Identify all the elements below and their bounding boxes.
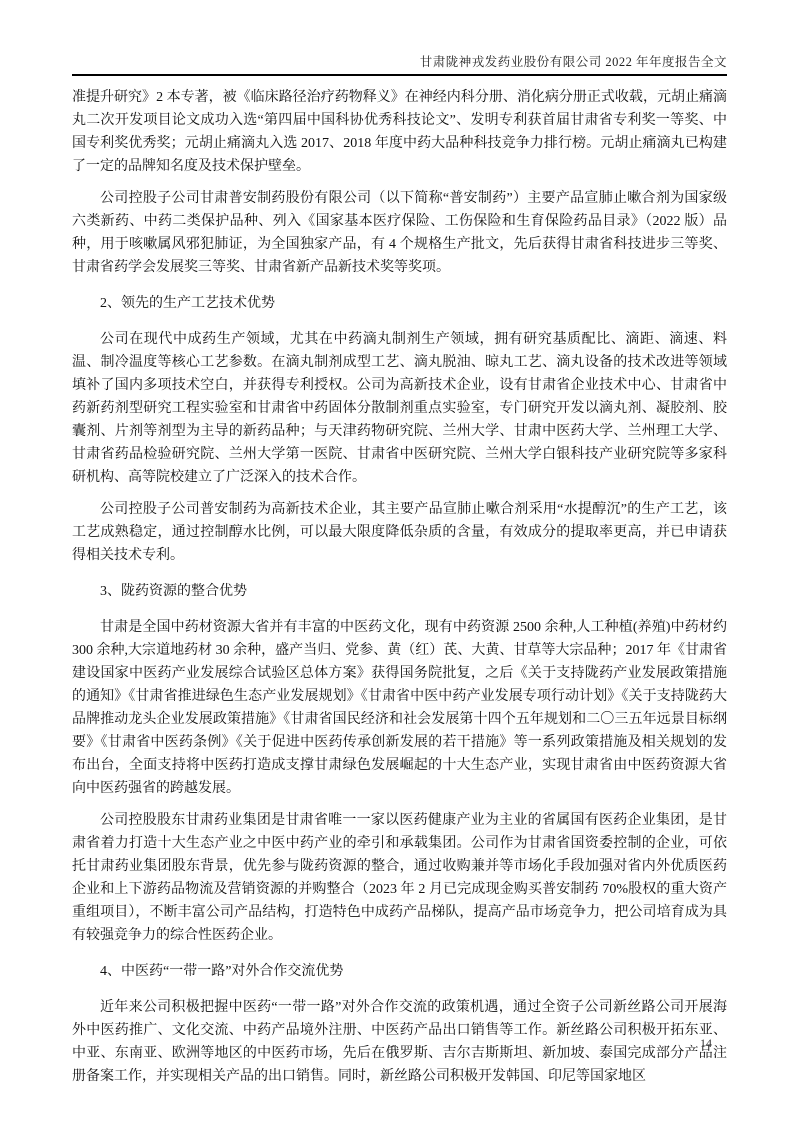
- paragraph-new-silk-road-overseas: 近年来公司积极把握中医药“一带一路”对外合作交流的政策机遇，通过全资子公司新丝路公司开展海外中医药推广、文化交流、中药产品境外注册、中医药产品出口销售等工作。新丝路公司积极开拓东亚、中亚、东南亚、欧洲等地区的中医药市场，先后在俄罗斯、吉尔吉斯斯坦、新加坡、泰国完成部分产品注册备案工作，并实现相关产品的出口销售。同时，新丝路公司积极开发韩国、印尼等国家地区: [72, 1000, 727, 1084]
- section-heading-production-tech-advantage: 2、领先的生产工艺技术优势: [100, 296, 275, 311]
- paragraph-gansu-tcm-resources-policies: 甘肃是全国中药材资源大省并有丰富的中医药文化，现有中药资源 2500 余种,人工种植(养殖)中药材约 300 余种,大宗道地药材 30 余种，盛产当归、党参、黄（红）芪、大黄、甘草等大宗品种；2017 年《甘肃省建设国家中医药产业发展综合试验区总体方案》获得国务院批复，之后《关于支持陇药产业发展政策措施的通知》《甘肃省推进绿色生态产业发展规划》《甘肃省中医中药产业发展专项行动计划》《关于支持陇药大品牌推动龙头企业发展政策措施》《甘肃省国民经济和社会发展第十四个五年规划和二〇三五年远景目标纲要》《甘肃省中医药条例》《关于促进中医药传承创新发展的若干措施》等一系列政策措施及相关规划的发布出台，全面支持将中医药打造成支撑甘肃绿色发展崛起的十大生态产业，实现甘肃省由中医药资源大省向中医药强省的跨越发展。: [72, 620, 727, 796]
- report-header-title: 甘肃陇神戎发药业股份有限公司 2022 年年度报告全文: [419, 55, 727, 69]
- paragraph-puan-pharma-products: 公司控股子公司甘肃普安制药股份有限公司（以下简称“普安制药”）主要产品宣肺止嗽合剂为国家级六类新药、中药二类保护品种、列入《国家基本医疗保险、工伤保险和生育保险药品目录》（2022 版）品种，用于咳嗽属风邪犯肺证，为全国独家产品，有 4 个规格生产批文，先后获得甘肃省科技进步三等奖、甘肃省药学会发展奖三等奖、甘肃省新产品新技术奖等奖项。: [72, 191, 727, 275]
- paragraph-controlling-shareholder-group: 公司控股股东甘肃药业集团是甘肃省唯一一家以医药健康产业为主业的省属国有医药企业集团，是甘肃省着力打造十大生态产业之中医中药产业的牵引和承载集团。公司作为甘肃省国资委控制的企业，可依托甘肃药业集团股东背景，优先参与陇药资源的整合，通过收购兼并等市场化手段加强对省内外优质医药企业和上下游药品物流及营销资源的并购整合（2023 年 2 月已完成现金购买普安制药 70%股权的重大资产重组项目），不断丰富公司产品结构，打造特色中成药产品梯队，提高产品市场竞争力，把公司培育成为具有较强竞争力的综合性医药企业。: [72, 813, 727, 943]
- header-divider: [72, 74, 727, 76]
- paragraph-dripping-pill-technology: 公司在现代中成药生产领域，尤其在中药滴丸制剂生产领域，拥有研究基质配比、滴距、滴速、料温、制冷温度等核心工艺参数。在滴丸制剂成型工艺、滴丸脱油、晾丸工艺、滴丸设备的技术改进等领域填补了国内多项技术空白，并获得专利授权。公司为高新技术企业，设有甘肃省企业技术中心、甘肃省中药新药剂型研究工程实验室和甘肃省中药固体分散制剂重点实验室，专门研究开发以滴丸剂、凝胶剂、胶囊剂、片剂等剂型为主导的新药品种；与天津药物研究院、兰州大学、甘肃中医药大学、兰州理工大学、甘肃省药品检验研究院、兰州大学第一医院、甘肃省中医研究院、兰州大学白银科技产业研究院等多家科研机构、高等院校建立了广泛深入的技术合作。: [72, 332, 727, 485]
- report-body: [72, 86, 727, 1097]
- section-heading-longyao-resources-advantage: 3、陇药资源的整合优势: [100, 584, 247, 599]
- section-heading-belt-and-road-advantage: 4、中医药“一带一路”对外合作交流优势: [100, 964, 344, 979]
- paragraph-puan-extraction-process: 公司控股子公司普安制药为高新技术企业，其主要产品宣肺止嗽合剂采用“水提醇沉”的生产工艺，该工艺成熟稳定，通过控制醇水比例，可以最大限度降低杂质的含量，有效成分的提取率更高，并已申请获得相关技术专利。: [72, 502, 727, 563]
- page-number: 14: [700, 1036, 712, 1050]
- paragraph-yuanhu-awards-continuation: 准提升研究》2 本专著，被《临床路径治疗药物释义》在神经内科分册、消化病分册正式收载，元胡止痛滴丸二次开发项目论文成功入选“第四届中国科协优秀科技论文”、发明专利获首届甘肃省专利奖一等奖、中国专利奖优秀奖；元胡止痛滴丸入选 2017、2018 年度中药大品种科技竞争力排行榜。元胡止痛滴丸已构建了一定的品牌知名度及技术保护壁垒。: [72, 90, 727, 174]
